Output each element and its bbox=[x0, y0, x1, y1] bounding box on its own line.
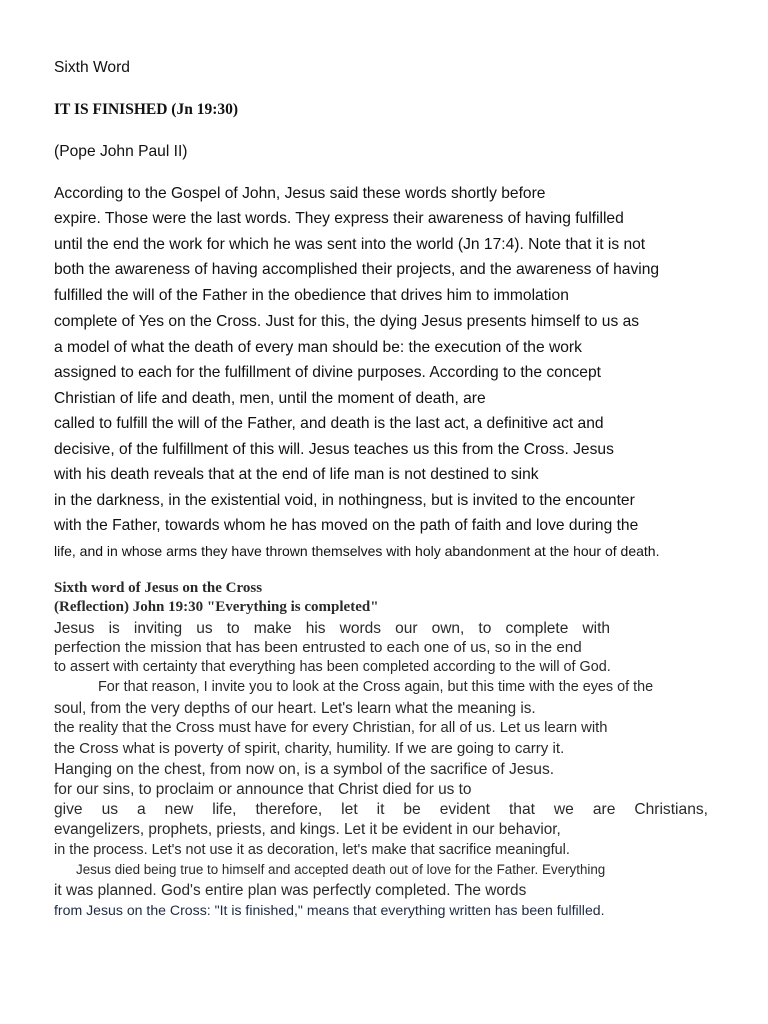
paragraph-line: complete of Yes on the Cross. Just for this, the dying Jesus presents himself to us as bbox=[54, 313, 640, 330]
paragraph-line: Christian of life and death, men, until the moment of death, are bbox=[54, 390, 486, 407]
paragraph-line: fulfilled the will of the Father in the obedience that drives him to immolation bbox=[54, 287, 569, 304]
paragraph-line: decisive, of the fulfillment of this will. Jesus teaches us this from the Cross. Jesus bbox=[54, 441, 614, 458]
paragraph-line: with the Father, towards whom he has moved on the path of faith and love during the bbox=[54, 517, 639, 534]
reflection-line: soul, from the very depths of our heart. Let's learn what the meaning is. bbox=[54, 700, 536, 717]
reflection-subtitle: (Reflection) John 19:30 "Everything is completed" bbox=[54, 599, 379, 615]
paragraph-line: a model of what the death of every man should be: the execution of the work bbox=[54, 339, 582, 356]
paragraph-line: with his death reveals that at the end of life man is not destined to sink bbox=[54, 466, 539, 483]
paragraph-line: According to the Gospel of John, Jesus said these words shortly before bbox=[54, 185, 546, 202]
paragraph-line: in the darkness, in the existential void, in nothingness, but is invited to the encounter bbox=[54, 492, 635, 509]
paragraph-line: assigned to each for the fulfillment of divine purposes. According to the concept bbox=[54, 364, 601, 381]
reflection-line: for our sins, to proclaim or announce that Christ died for us to bbox=[54, 781, 472, 798]
reflection-line: it was planned. God's entire plan was perfectly completed. The words bbox=[54, 882, 527, 899]
paragraph-line: called to fulfill the will of the Father, and death is the last act, a definitive act and bbox=[54, 415, 604, 432]
reflection-line: from Jesus on the Cross: "It is finished," means that everything written has been fulfilled. bbox=[54, 902, 605, 918]
paragraph-line: until the end the work for which he was sent into the world (Jn 17:4). Note that it is not bbox=[54, 236, 646, 253]
reflection-line: perfection the mission that has been entrusted to each one of us, so in the end bbox=[54, 639, 582, 656]
reflection-line: Jesus died being true to himself and accepted death out of love for the Father. Everything bbox=[76, 862, 606, 877]
reflection-line: give us a new life, therefore, let it be evident that we are Christians, bbox=[54, 801, 708, 818]
reflection-line: Jesus is inviting us to make his words our own, to complete with bbox=[54, 620, 610, 637]
paragraph-line: life, and in whose arms they have thrown themselves with holy abandonment at the hour of death. bbox=[54, 543, 660, 559]
reflection-line: evangelizers, prophets, priests, and kings. Let it be evident in our behavior, bbox=[54, 821, 561, 838]
reflection-line: to assert with certainty that everything has been completed according to the will of God. bbox=[54, 659, 611, 675]
reflection-line: the Cross what is poverty of spirit, charity, humility. If we are going to carry it. bbox=[54, 740, 565, 757]
paragraph-line: expire. Those were the last words. They express their awareness of having fulfilled bbox=[54, 210, 624, 227]
reflection-line: For that reason, I invite you to look at the Cross again, but this time with the eyes of the bbox=[98, 679, 654, 695]
document-author: (Pope John Paul II) bbox=[54, 143, 188, 160]
reflection-line: the reality that the Cross must have for every Christian, for all of us. Let us learn with bbox=[54, 720, 608, 736]
document-heading: Sixth Word bbox=[54, 59, 130, 76]
document-subtitle: IT IS FINISHED (Jn 19:30) bbox=[54, 101, 239, 118]
paragraph-line: both the awareness of having accomplished their projects, and the awareness of having bbox=[54, 261, 660, 278]
reflection-line: in the process. Let's not use it as decoration, let's make that sacrifice meaningful. bbox=[54, 842, 570, 858]
reflection-title: Sixth word of Jesus on the Cross bbox=[54, 580, 263, 596]
reflection-line: Hanging on the chest, from now on, is a symbol of the sacrifice of Jesus. bbox=[54, 761, 555, 778]
